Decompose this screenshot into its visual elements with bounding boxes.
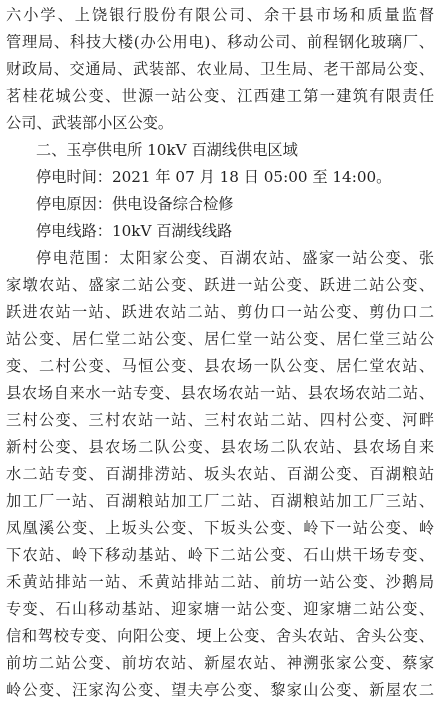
paragraph-line: 下农站、岭下移动基站、岭下二站公变、石山烘干场专变、: [6, 546, 434, 564]
paragraph-line: 管理局、科技大楼(办公用电)、移动公司、前程钢化玻璃厂、: [6, 33, 434, 51]
outage-reason: 停电原因：供电设备综合检修: [36, 195, 234, 213]
paragraph-line: 岭公变、汪家沟公变、望夫亭公变、黎家山公变、新屋农二: [6, 681, 434, 699]
paragraph-line: 县农场自来水一站专变、县农场农站一站、县农场农站二站、: [6, 384, 434, 402]
paragraph-line: 公司、武装部小区公变。: [6, 114, 174, 132]
outage-scope: 停电范围：太阳家公变、百湖农站、盛家一站公变、张: [36, 249, 434, 267]
paragraph-line: 前坊二站公变、前坊农站、新屋农站、神溯张家公变、蔡家: [6, 654, 434, 672]
outage-time: 停电时间：2021 年 07 月 18 日 05:00 至 14:00。: [36, 168, 392, 186]
paragraph-line: 家墩农站、盛家二站公变、跃进一站公变、跃进二站公变、: [6, 276, 434, 294]
paragraph-line: 三村公变、三村农站一站、三村农站二站、四村公变、河畔: [6, 411, 434, 429]
paragraph-line: 凤凰溪公变、上坂头公变、下坂头公变、岭下一站公变、岭: [6, 519, 434, 537]
paragraph-line: 财政局、交通局、武装部、农业局、卫生局、老干部局公变、: [6, 60, 434, 78]
paragraph-line: 跃进农站一站、跃进农站二站、剪仂口一站公变、剪仂口二: [6, 303, 434, 321]
paragraph-line: 茗桂花城公变、世源一站公变、江西建工第一建筑有限责任: [6, 87, 434, 105]
paragraph-line: 禾黄站排站一站、禾黄站排站二站、前坊一站公变、沙鹅局: [6, 573, 434, 591]
paragraph-line: 加工厂一站、百湖粮站加工厂二站、百湖粮站加工厂三站、: [6, 492, 434, 510]
paragraph-line: 站公变、居仁堂二站公变、居仁堂一站公变、居仁堂三站公: [6, 330, 434, 348]
paragraph-line: 新村公变、县农场二队公变、县农场二队农站、县农场自来: [6, 438, 434, 456]
paragraph-line: 水二站专变、百湖排涝站、坂头农站、百湖公变、百湖粮站: [6, 465, 434, 483]
outage-line: 停电线路：10kV 百湖线线路: [36, 222, 233, 240]
paragraph-line: 六小学、上饶银行股份有限公司、余干县市场和质量监督: [6, 6, 434, 24]
paragraph-line: 信和驾校专变、向阳公变、埂上公变、舍头农站、舍头公变、: [6, 627, 434, 645]
paragraph-line: 专变、石山移动基站、迎家塘一站公变、迎家塘二站公变、: [6, 600, 434, 618]
paragraph-line: 变、二村公变、马恒公变、县农场一队公变、居仁堂农站、: [6, 357, 434, 375]
section-heading: 二、玉亭供电所 10kV 百湖线供电区域: [36, 141, 298, 159]
